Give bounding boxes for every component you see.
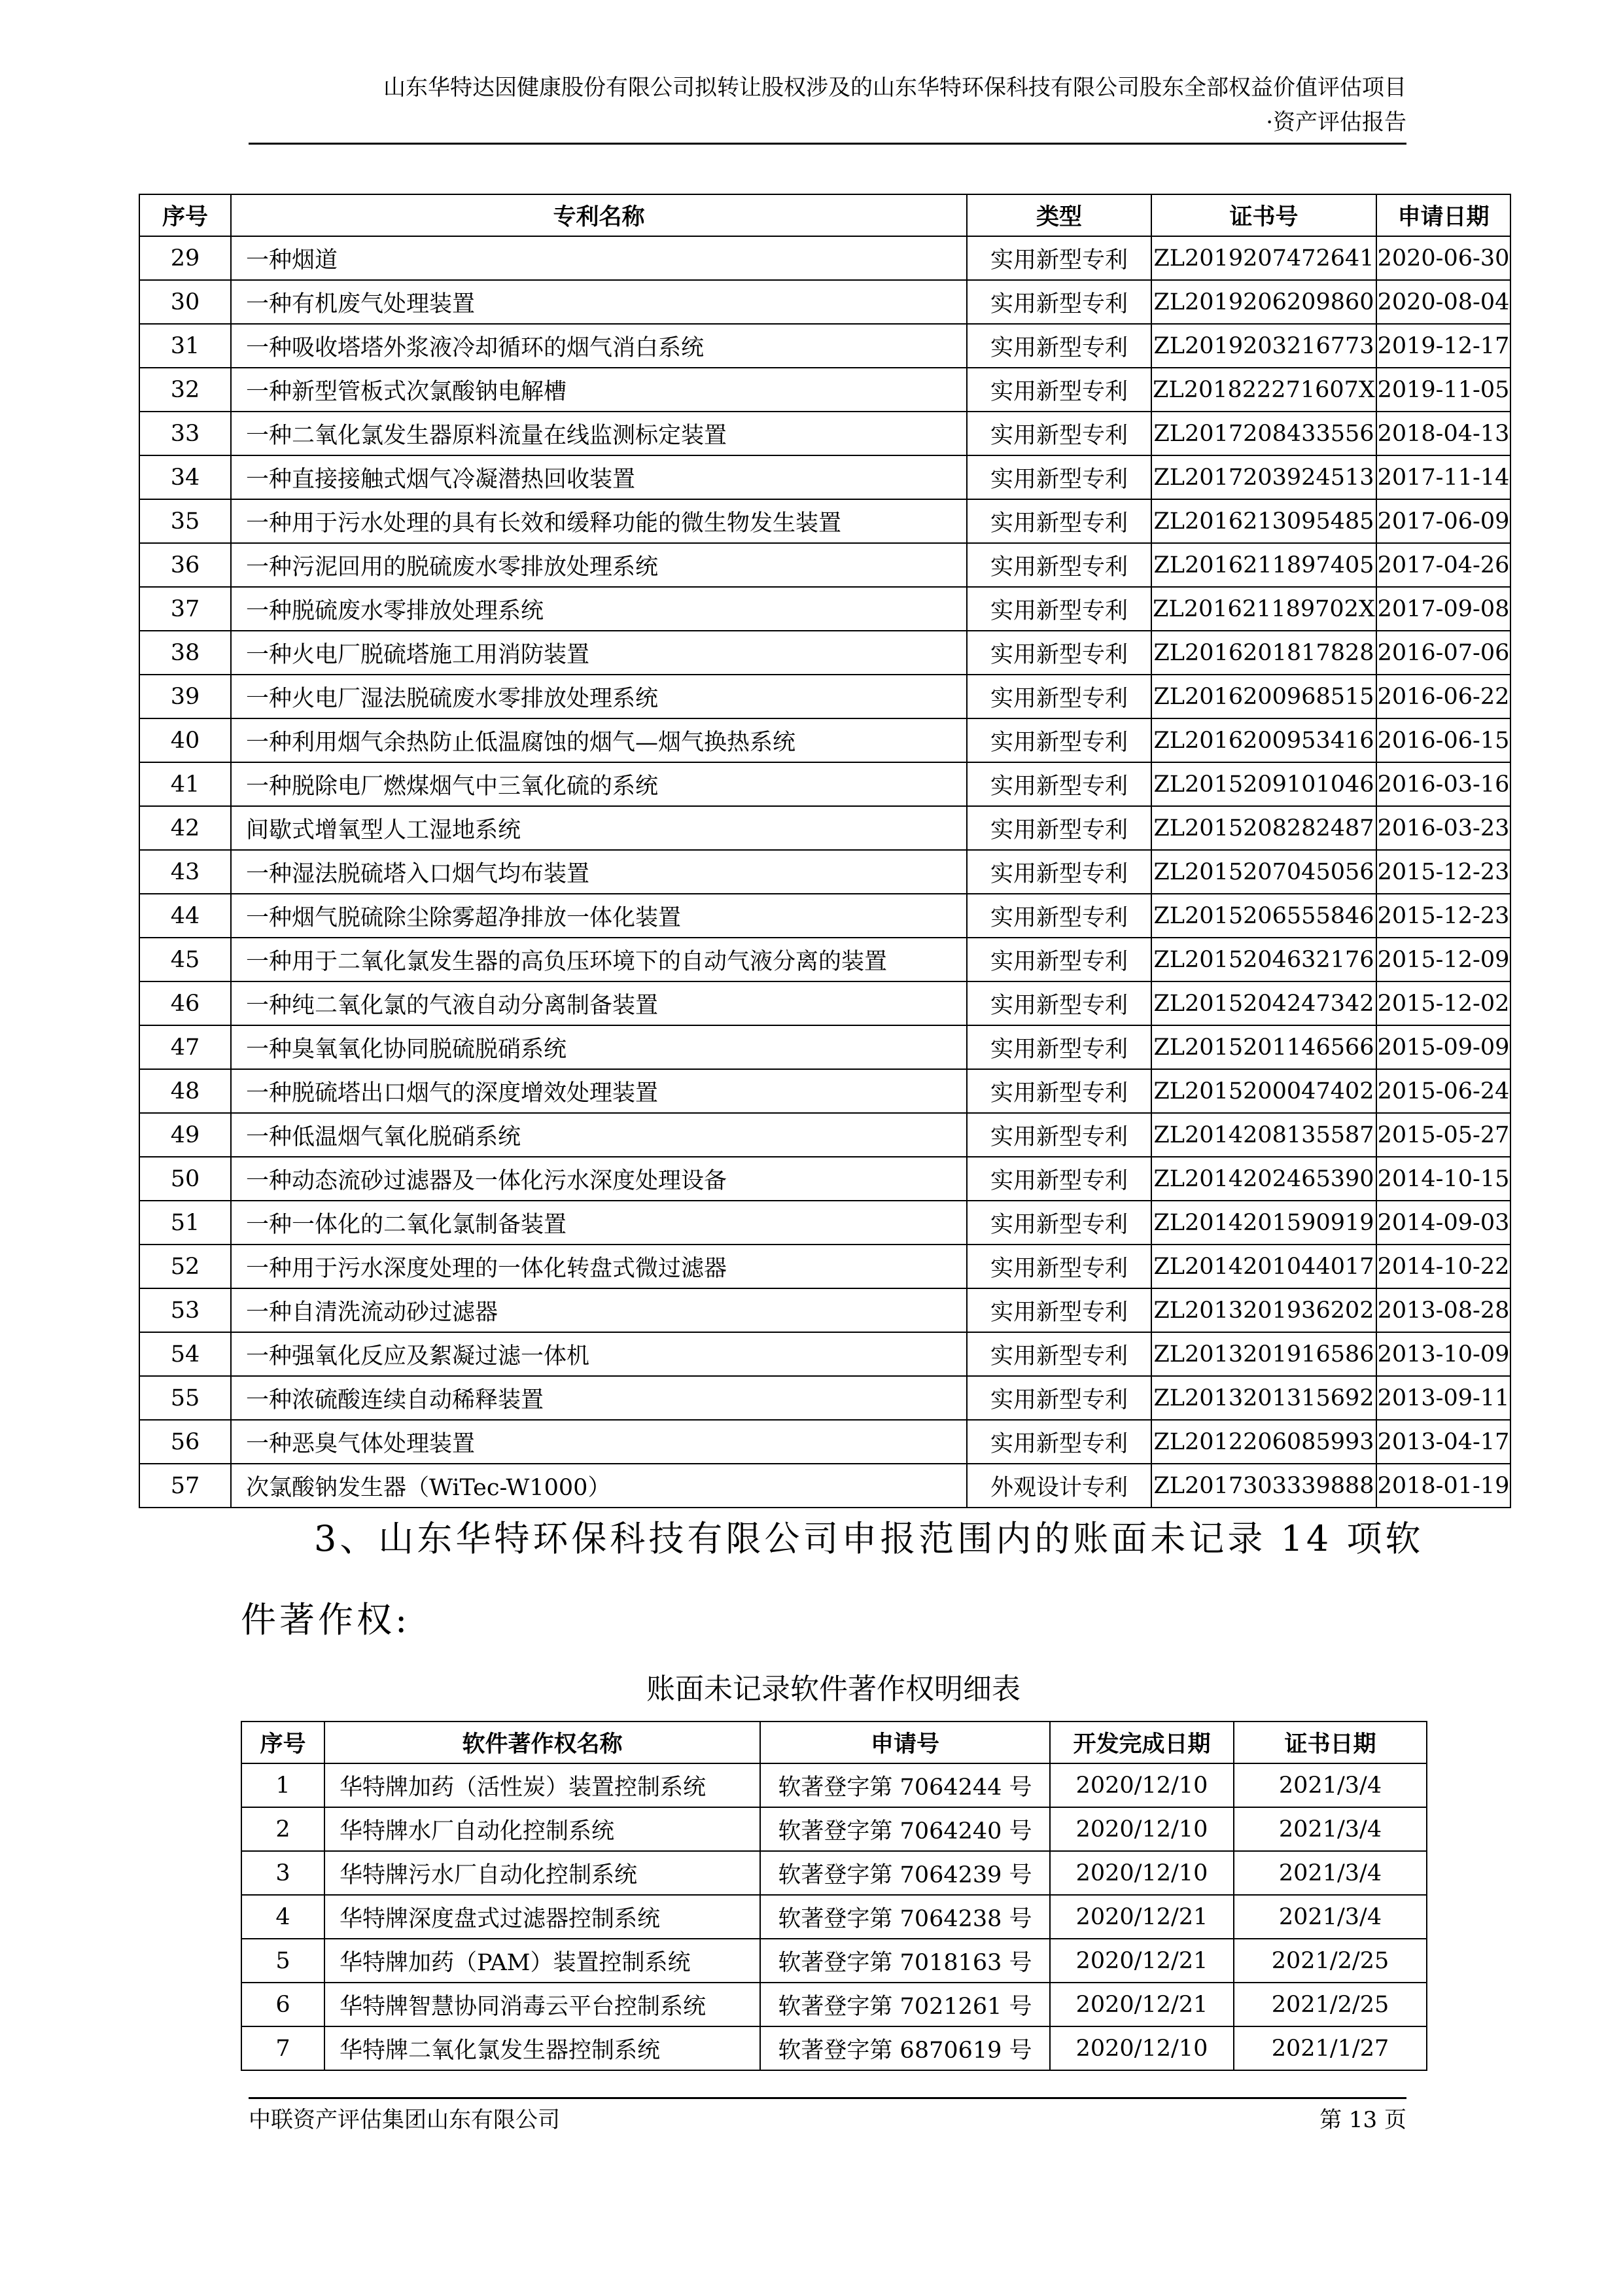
cell-index: 6	[241, 1983, 324, 2026]
cell-index: 33	[139, 412, 231, 455]
cell-apply-date: 2017-04-26	[1376, 543, 1510, 587]
table-row	[139, 850, 1510, 894]
cell-apply-date: 2017-06-09	[1376, 499, 1510, 543]
cell-apply-date: 2014-09-03	[1376, 1201, 1510, 1245]
cell-cert-date: 2021/2/25	[1234, 1939, 1427, 1983]
cell-apply-date: 2016-03-16	[1376, 762, 1510, 806]
cell-patent-name: 次氯酸钠发生器（WiTec-W1000）	[231, 1464, 967, 1508]
page-number: 第 13 页	[1319, 2107, 1406, 2133]
cell-type: 实用新型专利	[967, 1069, 1151, 1113]
cell-patent-name: 一种自清洗流动砂过滤器	[231, 1288, 967, 1332]
cell-patent-name: 一种烟气脱硫除尘除雾超净排放一体化装置	[231, 894, 967, 938]
cell-type: 实用新型专利	[967, 324, 1151, 368]
cell-patent-name: 一种强氧化反应及絮凝过滤一体机	[231, 1332, 967, 1376]
cell-patent-name: 一种污泥回用的脱硫废水零排放处理系统	[231, 543, 967, 587]
cell-index: 36	[139, 543, 231, 587]
cell-index: 32	[139, 368, 231, 412]
cell-certificate-no: ZL2017303339888	[1151, 1464, 1376, 1508]
cell-certificate-no: ZL2016201817828	[1151, 631, 1376, 675]
cell-patent-name: 间歇式增氧型人工湿地系统	[231, 806, 967, 850]
cell-type: 实用新型专利	[967, 1201, 1151, 1245]
cell-index: 31	[139, 324, 231, 368]
cell-patent-name: 一种脱硫塔出口烟气的深度增效处理装置	[231, 1069, 967, 1113]
cell-certificate-no: ZL2015200047402	[1151, 1069, 1376, 1113]
cell-patent-name: 一种用于二氧化氯发生器的高负压环境下的自动气液分离的装置	[231, 938, 967, 981]
footer-rule	[249, 2097, 1406, 2099]
cell-patent-name: 一种湿法脱硫塔入口烟气均布装置	[231, 850, 967, 894]
cell-apply-date: 2015-09-09	[1376, 1025, 1510, 1069]
cell-type: 实用新型专利	[967, 762, 1151, 806]
cell-certificate-no: ZL2019203216773	[1151, 324, 1376, 368]
cell-patent-name: 一种有机废气处理装置	[231, 280, 967, 324]
table-row	[139, 1157, 1510, 1201]
cell-software-name: 华特牌深度盘式过滤器控制系统	[324, 1895, 760, 1939]
col-header-patent-name: 专利名称	[231, 194, 967, 236]
cell-patent-name: 一种火电厂湿法脱硫废水零排放处理系统	[231, 675, 967, 718]
table-row	[139, 762, 1510, 806]
cell-certificate-no: ZL201621189702X	[1151, 587, 1376, 631]
cell-cert-date: 2021/1/27	[1234, 2026, 1427, 2070]
cell-apply-date: 2017-11-14	[1376, 455, 1510, 499]
col-header-type: 类型	[967, 194, 1151, 236]
cell-type: 实用新型专利	[967, 1113, 1151, 1157]
cell-dev-date: 2020/12/21	[1050, 1939, 1234, 1983]
cell-registration-no: 软著登字第 7018163 号	[760, 1939, 1050, 1983]
table-row	[139, 1201, 1510, 1245]
cell-certificate-no: ZL2015209101046	[1151, 762, 1376, 806]
header-rule	[249, 143, 1406, 145]
cell-apply-date: 2015-12-09	[1376, 938, 1510, 981]
cell-type: 实用新型专利	[967, 1288, 1151, 1332]
table-row	[139, 412, 1510, 455]
table-row	[139, 631, 1510, 675]
table-row	[139, 938, 1510, 981]
col-header-cert-date: 证书日期	[1234, 1722, 1427, 1763]
cell-index: 54	[139, 1332, 231, 1376]
cell-certificate-no: ZL2016200968515	[1151, 675, 1376, 718]
cell-index: 29	[139, 236, 231, 280]
cell-index: 2	[241, 1807, 324, 1851]
cell-type: 实用新型专利	[967, 368, 1151, 412]
col-header-dev-date: 开发完成日期	[1050, 1722, 1234, 1763]
cell-certificate-no: ZL2016211897405	[1151, 543, 1376, 587]
cell-type: 实用新型专利	[967, 850, 1151, 894]
cell-type: 实用新型专利	[967, 280, 1151, 324]
cell-index: 44	[139, 894, 231, 938]
table-row	[241, 1851, 1427, 1895]
cell-type: 实用新型专利	[967, 1376, 1151, 1420]
cell-certificate-no: ZL2019207472641	[1151, 236, 1376, 280]
cell-certificate-no: ZL2015208282487	[1151, 806, 1376, 850]
cell-dev-date: 2020/12/10	[1050, 2026, 1234, 2070]
col-header-certificate-no: 证书号	[1151, 194, 1376, 236]
table-row	[139, 324, 1510, 368]
cell-apply-date: 2013-09-11	[1376, 1376, 1510, 1420]
cell-index: 39	[139, 675, 231, 718]
cell-certificate-no: ZL2015206555846	[1151, 894, 1376, 938]
cell-type: 实用新型专利	[967, 1025, 1151, 1069]
cell-software-name: 华特牌加药（PAM）装置控制系统	[324, 1939, 760, 1983]
cell-index: 41	[139, 762, 231, 806]
table-row	[139, 1464, 1510, 1508]
section-paragraph-line2: 件著作权:	[241, 1599, 411, 1640]
cell-cert-date: 2021/3/4	[1234, 1851, 1427, 1895]
cell-index: 4	[241, 1895, 324, 1939]
cell-apply-date: 2020-08-04	[1376, 280, 1510, 324]
table-row	[139, 236, 1510, 280]
cell-apply-date: 2013-10-09	[1376, 1332, 1510, 1376]
table-row	[139, 543, 1510, 587]
table-row	[139, 1288, 1510, 1332]
cell-apply-date: 2015-05-27	[1376, 1113, 1510, 1157]
cell-apply-date: 2015-12-23	[1376, 850, 1510, 894]
cell-patent-name: 一种恶臭气体处理装置	[231, 1420, 967, 1464]
cell-index: 42	[139, 806, 231, 850]
col-header-software-name: 软件著作权名称	[324, 1722, 760, 1763]
cell-index: 35	[139, 499, 231, 543]
cell-certificate-no: ZL2016200953416	[1151, 718, 1376, 762]
cell-apply-date: 2017-09-08	[1376, 587, 1510, 631]
cell-certificate-no: ZL2016213095485	[1151, 499, 1376, 543]
cell-type: 实用新型专利	[967, 718, 1151, 762]
table-row	[139, 894, 1510, 938]
cell-dev-date: 2020/12/10	[1050, 1807, 1234, 1851]
cell-apply-date: 2015-06-24	[1376, 1069, 1510, 1113]
cell-index: 3	[241, 1851, 324, 1895]
cell-type: 实用新型专利	[967, 412, 1151, 455]
cell-index: 7	[241, 2026, 324, 2070]
cell-type: 实用新型专利	[967, 1157, 1151, 1201]
cell-certificate-no: ZL2019206209860	[1151, 280, 1376, 324]
cell-software-name: 华特牌智慧协同消毒云平台控制系统	[324, 1983, 760, 2026]
table-row	[139, 675, 1510, 718]
cell-index: 50	[139, 1157, 231, 1201]
patent-table-header	[139, 194, 1510, 236]
cell-software-name: 华特牌水厂自动化控制系统	[324, 1807, 760, 1851]
cell-type: 实用新型专利	[967, 675, 1151, 718]
cell-index: 55	[139, 1376, 231, 1420]
cell-index: 5	[241, 1939, 324, 1983]
cell-apply-date: 2016-07-06	[1376, 631, 1510, 675]
cell-dev-date: 2020/12/21	[1050, 1983, 1234, 2026]
section-paragraph-line1: 3、山东华特环保科技有限公司申报范围内的账面未记录 14 项软	[314, 1518, 1424, 1559]
table-row	[139, 981, 1510, 1025]
table-row	[241, 2026, 1427, 2070]
cell-type: 实用新型专利	[967, 894, 1151, 938]
cell-type: 外观设计专利	[967, 1464, 1151, 1508]
col-header-index: 序号	[241, 1722, 324, 1763]
table-row	[241, 1939, 1427, 1983]
cell-type: 实用新型专利	[967, 499, 1151, 543]
cell-registration-no: 软著登字第 7064244 号	[760, 1763, 1050, 1807]
cell-patent-name: 一种脱除电厂燃煤烟气中三氧化硫的系统	[231, 762, 967, 806]
cell-index: 48	[139, 1069, 231, 1113]
cell-registration-no: 软著登字第 7064239 号	[760, 1851, 1050, 1895]
cell-certificate-no: ZL2014208135587	[1151, 1113, 1376, 1157]
cell-registration-no: 软著登字第 7064240 号	[760, 1807, 1050, 1851]
header-title: 山东华特达因健康股份有限公司拟转让股权涉及的山东华特环保科技有限公司股东全部权益价值评估项目	[383, 75, 1406, 101]
cell-index: 56	[139, 1420, 231, 1464]
cell-registration-no: 软著登字第 6870619 号	[760, 2026, 1050, 2070]
table-row	[241, 1895, 1427, 1939]
table-row	[139, 1420, 1510, 1464]
cell-certificate-no: ZL2012206085993	[1151, 1420, 1376, 1464]
cell-apply-date: 2014-10-22	[1376, 1245, 1510, 1288]
table-row	[139, 718, 1510, 762]
table-row	[241, 1807, 1427, 1851]
cell-apply-date: 2018-01-19	[1376, 1464, 1510, 1508]
table-row	[139, 499, 1510, 543]
cell-apply-date: 2018-04-13	[1376, 412, 1510, 455]
cell-patent-name: 一种用于污水深度处理的一体化转盘式微过滤器	[231, 1245, 967, 1288]
cell-index: 37	[139, 587, 231, 631]
footer-company: 中联资产评估集团山东有限公司	[249, 2107, 560, 2133]
cell-index: 1	[241, 1763, 324, 1807]
cell-certificate-no: ZL2015204247342	[1151, 981, 1376, 1025]
cell-apply-date: 2020-06-30	[1376, 236, 1510, 280]
cell-dev-date: 2020/12/10	[1050, 1851, 1234, 1895]
cell-index: 43	[139, 850, 231, 894]
cell-index: 34	[139, 455, 231, 499]
table-row	[139, 455, 1510, 499]
cell-patent-name: 一种二氧化氯发生器原料流量在线监测标定装置	[231, 412, 967, 455]
cell-apply-date: 2013-04-17	[1376, 1420, 1510, 1464]
col-header-index: 序号	[139, 194, 231, 236]
cell-patent-name: 一种用于污水处理的具有长效和缓释功能的微生物发生装置	[231, 499, 967, 543]
cell-software-name: 华特牌加药（活性炭）装置控制系统	[324, 1763, 760, 1807]
cell-dev-date: 2020/12/21	[1050, 1895, 1234, 1939]
cell-patent-name: 一种一体化的二氧化氯制备装置	[231, 1201, 967, 1245]
software-table-header	[241, 1722, 1427, 1763]
cell-patent-name: 一种新型管板式次氯酸钠电解槽	[231, 368, 967, 412]
cell-index: 38	[139, 631, 231, 675]
header-subtitle: ·资产评估报告	[1266, 109, 1406, 135]
cell-apply-date: 2019-12-17	[1376, 324, 1510, 368]
cell-type: 实用新型专利	[967, 543, 1151, 587]
cell-type: 实用新型专利	[967, 981, 1151, 1025]
cell-index: 47	[139, 1025, 231, 1069]
cell-apply-date: 2015-12-02	[1376, 981, 1510, 1025]
col-header-apply-date: 申请日期	[1376, 194, 1510, 236]
cell-certificate-no: ZL2017208433556	[1151, 412, 1376, 455]
cell-index: 46	[139, 981, 231, 1025]
cell-apply-date: 2014-10-15	[1376, 1157, 1510, 1201]
cell-patent-name: 一种利用烟气余热防止低温腐蚀的烟气—烟气换热系统	[231, 718, 967, 762]
cell-type: 实用新型专利	[967, 631, 1151, 675]
cell-certificate-no: ZL2015204632176	[1151, 938, 1376, 981]
cell-patent-name: 一种烟道	[231, 236, 967, 280]
cell-index: 45	[139, 938, 231, 981]
col-header-registration-no: 申请号	[760, 1722, 1050, 1763]
software-table-body	[241, 1763, 1427, 2070]
cell-apply-date: 2019-11-05	[1376, 368, 1510, 412]
cell-type: 实用新型专利	[967, 1245, 1151, 1288]
table-row	[139, 368, 1510, 412]
table-row	[139, 1332, 1510, 1376]
cell-index: 52	[139, 1245, 231, 1288]
cell-cert-date: 2021/3/4	[1234, 1807, 1427, 1851]
cell-certificate-no: ZL2013201315692	[1151, 1376, 1376, 1420]
cell-certificate-no: ZL2015207045056	[1151, 850, 1376, 894]
cell-type: 实用新型专利	[967, 587, 1151, 631]
cell-cert-date: 2021/3/4	[1234, 1763, 1427, 1807]
table-row	[139, 806, 1510, 850]
cell-apply-date: 2015-12-23	[1376, 894, 1510, 938]
cell-patent-name: 一种直接接触式烟气冷凝潜热回收装置	[231, 455, 967, 499]
table-row	[139, 280, 1510, 324]
cell-certificate-no: ZL2013201936202	[1151, 1288, 1376, 1332]
cell-certificate-no: ZL2017203924513	[1151, 455, 1376, 499]
cell-patent-name: 一种浓硫酸连续自动稀释装置	[231, 1376, 967, 1420]
patent-table	[139, 194, 1511, 1508]
cell-index: 53	[139, 1288, 231, 1332]
table-row	[241, 1983, 1427, 2026]
cell-certificate-no: ZL2013201916586	[1151, 1332, 1376, 1376]
cell-certificate-no: ZL2014201044017	[1151, 1245, 1376, 1288]
cell-registration-no: 软著登字第 7021261 号	[760, 1983, 1050, 2026]
cell-certificate-no: ZL2015201146566	[1151, 1025, 1376, 1069]
cell-software-name: 华特牌二氧化氯发生器控制系统	[324, 2026, 760, 2070]
table-row	[139, 1025, 1510, 1069]
cell-index: 30	[139, 280, 231, 324]
cell-certificate-no: ZL201822271607X	[1151, 368, 1376, 412]
table-row	[139, 1245, 1510, 1288]
cell-type: 实用新型专利	[967, 806, 1151, 850]
cell-dev-date: 2020/12/10	[1050, 1763, 1234, 1807]
software-table	[241, 1721, 1427, 2071]
cell-patent-name: 一种纯二氧化氯的气液自动分离制备装置	[231, 981, 967, 1025]
cell-type: 实用新型专利	[967, 1420, 1151, 1464]
patent-table-body	[139, 236, 1510, 1508]
cell-software-name: 华特牌污水厂自动化控制系统	[324, 1851, 760, 1895]
cell-cert-date: 2021/3/4	[1234, 1895, 1427, 1939]
cell-type: 实用新型专利	[967, 236, 1151, 280]
cell-apply-date: 2016-03-23	[1376, 806, 1510, 850]
cell-cert-date: 2021/2/25	[1234, 1983, 1427, 2026]
table-row	[139, 587, 1510, 631]
cell-registration-no: 软著登字第 7064238 号	[760, 1895, 1050, 1939]
cell-patent-name: 一种动态流砂过滤器及一体化污水深度处理设备	[231, 1157, 967, 1201]
table-row	[139, 1113, 1510, 1157]
cell-apply-date: 2016-06-15	[1376, 718, 1510, 762]
cell-patent-name: 一种臭氧氧化协同脱硫脱硝系统	[231, 1025, 967, 1069]
cell-type: 实用新型专利	[967, 938, 1151, 981]
cell-type: 实用新型专利	[967, 455, 1151, 499]
cell-apply-date: 2016-06-22	[1376, 675, 1510, 718]
table-row	[139, 1376, 1510, 1420]
table-row	[139, 1069, 1510, 1113]
cell-patent-name: 一种低温烟气氧化脱硝系统	[231, 1113, 967, 1157]
cell-type: 实用新型专利	[967, 1332, 1151, 1376]
cell-certificate-no: ZL2014202465390	[1151, 1157, 1376, 1201]
cell-apply-date: 2013-08-28	[1376, 1288, 1510, 1332]
cell-patent-name: 一种火电厂脱硫塔施工用消防装置	[231, 631, 967, 675]
cell-index: 51	[139, 1201, 231, 1245]
cell-index: 40	[139, 718, 231, 762]
software-table-title: 账面未记录软件著作权明细表	[646, 1672, 1021, 1706]
cell-patent-name: 一种脱硫废水零排放处理系统	[231, 587, 967, 631]
cell-index: 49	[139, 1113, 231, 1157]
cell-index: 57	[139, 1464, 231, 1508]
cell-patent-name: 一种吸收塔塔外浆液冷却循环的烟气消白系统	[231, 324, 967, 368]
cell-certificate-no: ZL2014201590919	[1151, 1201, 1376, 1245]
table-row	[241, 1763, 1427, 1807]
